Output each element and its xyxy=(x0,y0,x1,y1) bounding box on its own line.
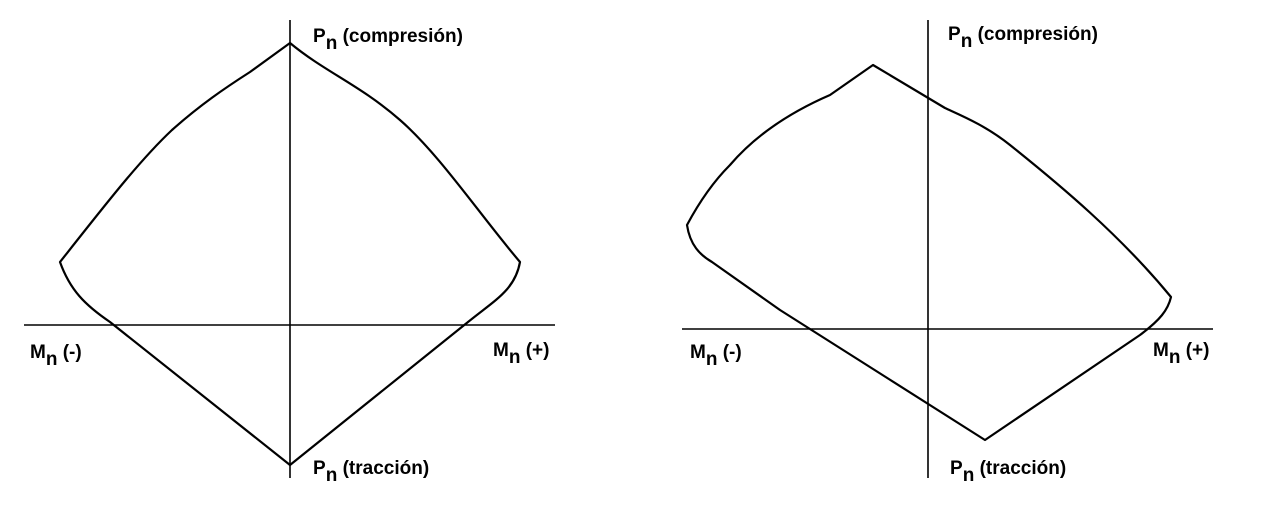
axial-tension-label: Pn (tracción) xyxy=(950,458,1067,486)
moment-negative-label: Mn (-) xyxy=(30,342,82,370)
axial-compression-label: Pn (compresión) xyxy=(948,24,1098,52)
moment-negative-label: Mn (-) xyxy=(690,342,742,370)
moment-positive-label: Mn (+) xyxy=(493,340,550,368)
asymmetric-interaction-diagram xyxy=(682,20,1213,486)
axial-compression-label: Pn (compresión) xyxy=(313,26,463,54)
moment-positive-label: Mn (+) xyxy=(1153,340,1210,368)
symmetric-interaction-diagram xyxy=(24,20,555,486)
axial-tension-label: Pn (tracción) xyxy=(313,458,430,486)
interaction-curve xyxy=(687,65,1171,440)
